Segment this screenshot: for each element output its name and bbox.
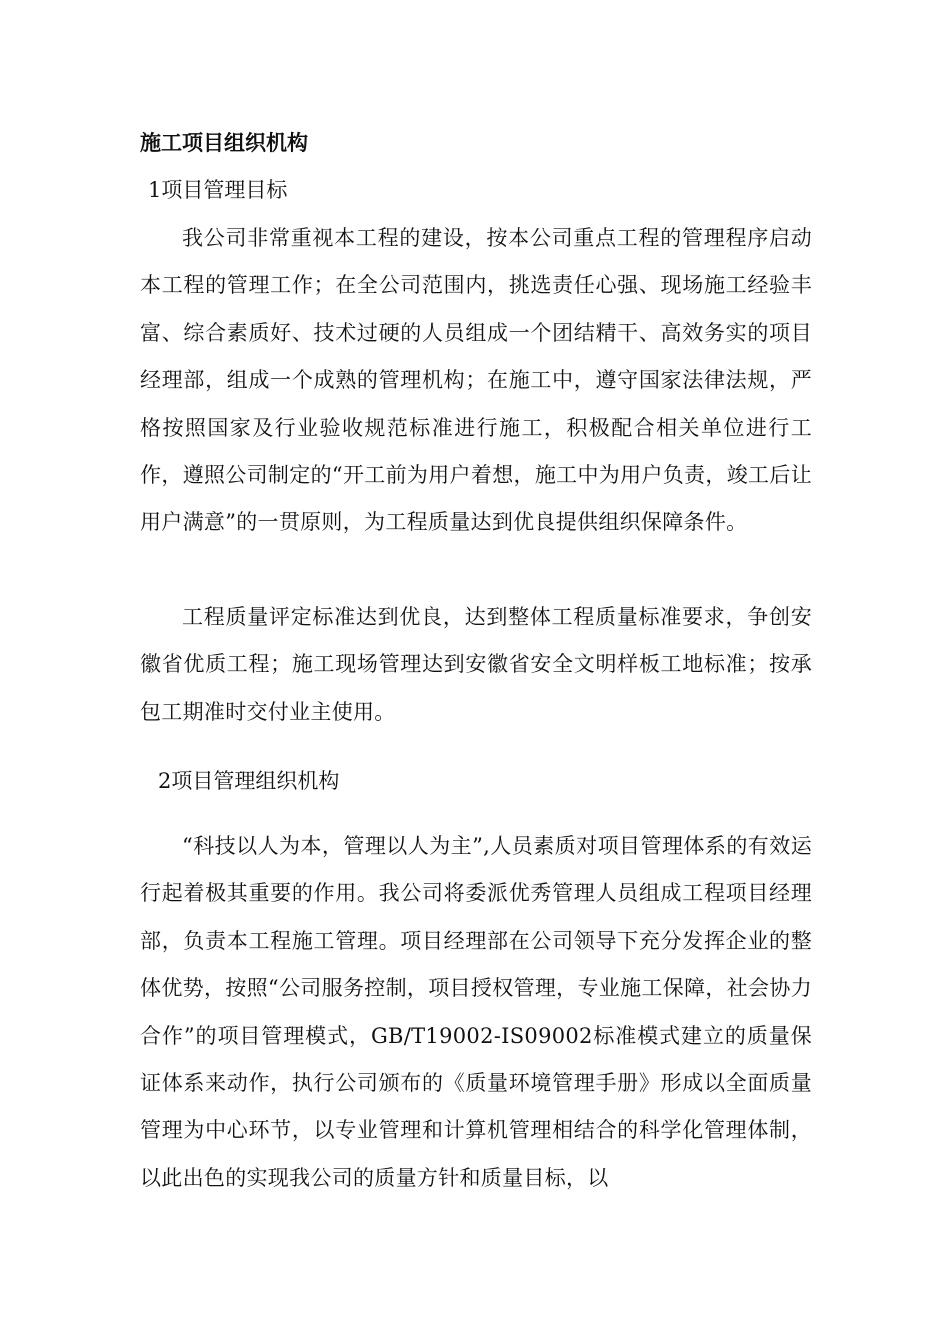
paragraph-organization-body: “科技以人为本，管理以人为主”,人员素质对项目管理体系的有效运行起着极其重要的作用。我公司将委派优秀管理人员组成工程项目经理部，负责本工程施工管理。项目经理部在公司领导下充分发挥企业的整体优势，按照“公司服务控制，项目授权管理，专业施工保障，社会协力合作”的项目管理模式，GB/T19002-IS09002标准模式建立的质量保证体系来动作，执行公司颁布的《质量环境管理手册》形成以全面质量管理为中心环节，以专业管理和计算机管理相结合的科学化管理体制，以此出色的实现我公司的质量方针和质量目标，以: [140, 834, 812, 1190]
section-heading-project-goals: 1项目管理目标: [148, 178, 288, 202]
section-heading-organization: 2项目管理组织机构: [158, 769, 340, 793]
document-title: 施工项目组织机构: [140, 130, 308, 155]
paragraph-goals-intro: 我公司非常重视本工程的建设，按本公司重点工程的管理程序启动本工程的管理工作；在全公司范围内，挑选责任心强、现场施工经验丰富、综合素质好、技术过硬的人员组成一个团结精干、高效务实的项目经理部，组成一个成熟的管理机构；在施工中，遵守国家法律法规，严格按照国家及行业验收规范标准进行施工，积极配合相关单位进行工作，遵照公司制定的“开工前为用户着想，施工中为用户负责，竣工后让用户满意”的一贯原则，为工程质量达到优良提供组织保障条件。: [140, 226, 812, 535]
paragraph-quality-standard: 工程质量评定标准达到优良，达到整体工程质量标准要求，争创安徽省优质工程；施工现场管理达到安徽省安全文明样板工地标准；按承包工期准时交付业主使用。: [140, 605, 812, 724]
